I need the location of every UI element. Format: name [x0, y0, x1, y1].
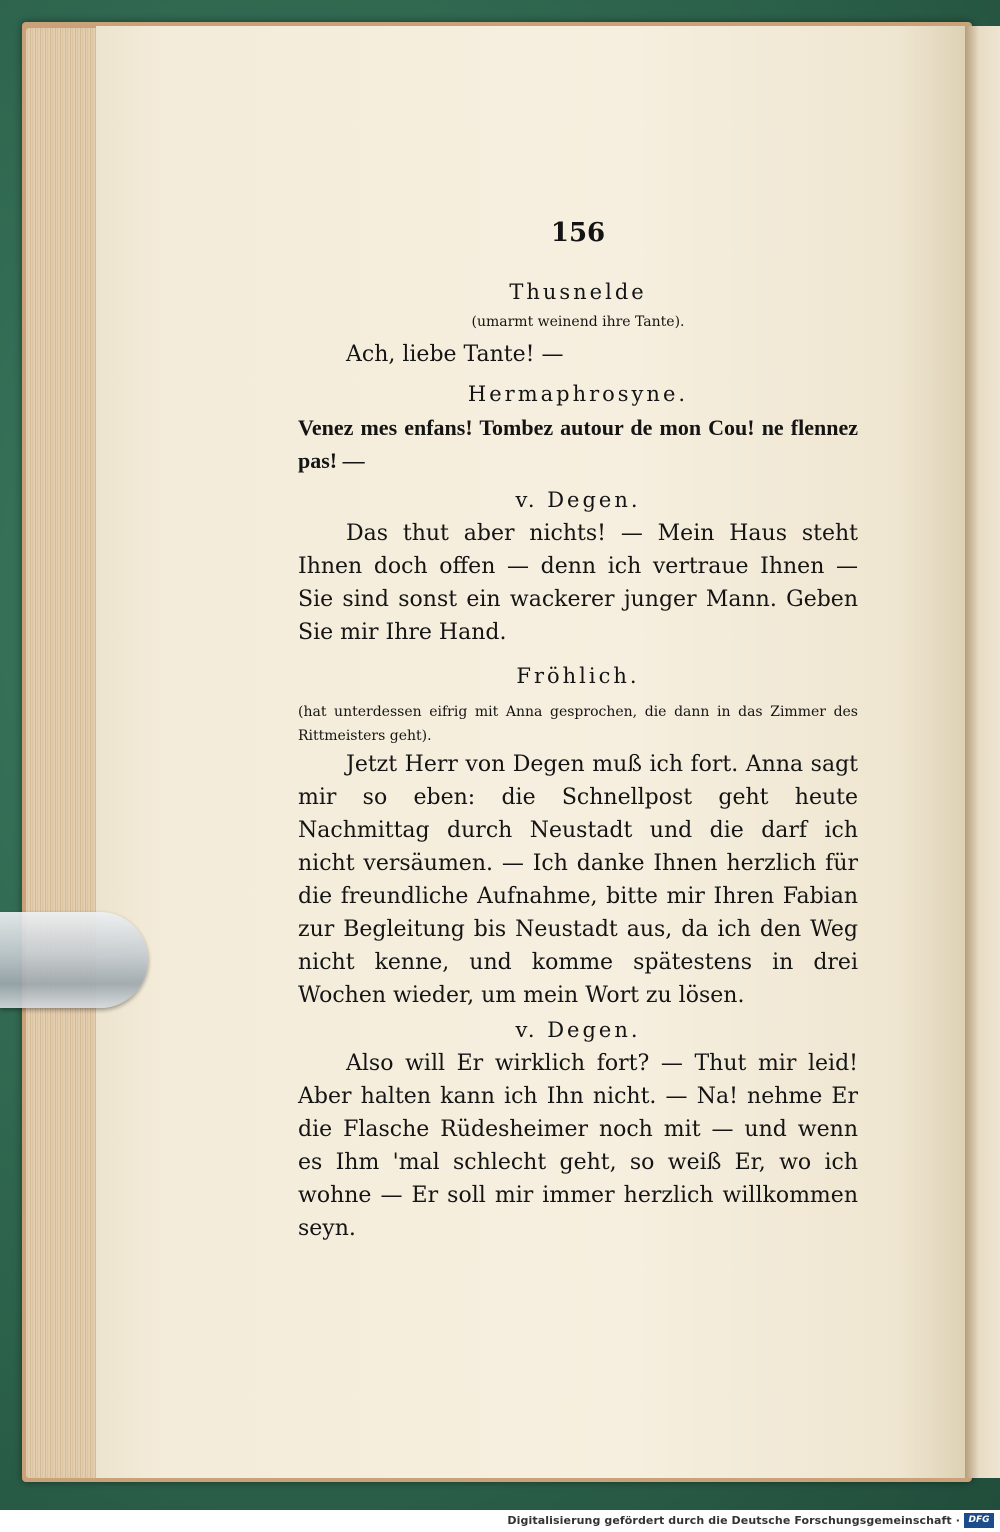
- stage-direction: (umarmt weinend ihre Tante).: [471, 314, 685, 330]
- footer-credit: Digitalisierung gefördert durch die Deutsche Forschungsgemeinschaft ·: [507, 1514, 960, 1527]
- dialogue-line: Venez mes enfans! Tombez autour de mon Cou! ne flennez pas! —: [298, 415, 858, 473]
- speaker-label: Fröhlich.: [516, 664, 640, 688]
- page-edges: [26, 28, 98, 1478]
- page-clip: [0, 912, 148, 1008]
- dialogue-line: Ach, liebe Tante! —: [346, 342, 564, 367]
- facing-page-edge: [965, 26, 1000, 1478]
- dialogue-line: Also will Er wirklich fort? — Thut mir leid! Aber halten kann ich Ihn nicht. — Na! nehme Er die Flasche Rüdesheimer noch mit — und wenn es Ihm 'mal schlecht geht, so weiß Er, wo ich wohne — Er soll mir immer herzlich willkommen seyn.: [298, 1051, 858, 1241]
- speaker-label: v. Degen.: [515, 488, 641, 512]
- dialogue-line: Das thut aber nichts! — Mein Haus steht Ihnen doch offen — denn ich vertraue Ihnen — Sie sind sonst ein wackerer junger Mann. Geben Sie mir Ihre Hand.: [298, 521, 858, 645]
- page-number: 156: [550, 218, 606, 248]
- stage-direction: (hat unterdessen eifrig mit Anna gesprochen, die dann in das Zimmer des Rittmeisters geht).: [298, 704, 858, 744]
- dialogue-line: Jetzt Herr von Degen muß ich fort. Anna sagt mir so eben: die Schnellpost geht heute Nachmittag durch Neustadt und die darf ich nicht versäumen. — Ich danke Ihnen herzlich für die freundliche Aufnahme, bitte mir Ihren Fabian zur Begleitung bis Neustadt aus, da ich den Weg nicht kenne, und komme spätestens in drei Wochen wieder, um mein Wort zu lösen.: [298, 752, 858, 1008]
- speaker-label: Hermaphrosyne.: [467, 382, 689, 406]
- dfg-logo: DFG: [964, 1513, 994, 1528]
- speaker-label: v. Degen.: [515, 1018, 641, 1042]
- speaker-label: Thusnelde: [509, 280, 647, 304]
